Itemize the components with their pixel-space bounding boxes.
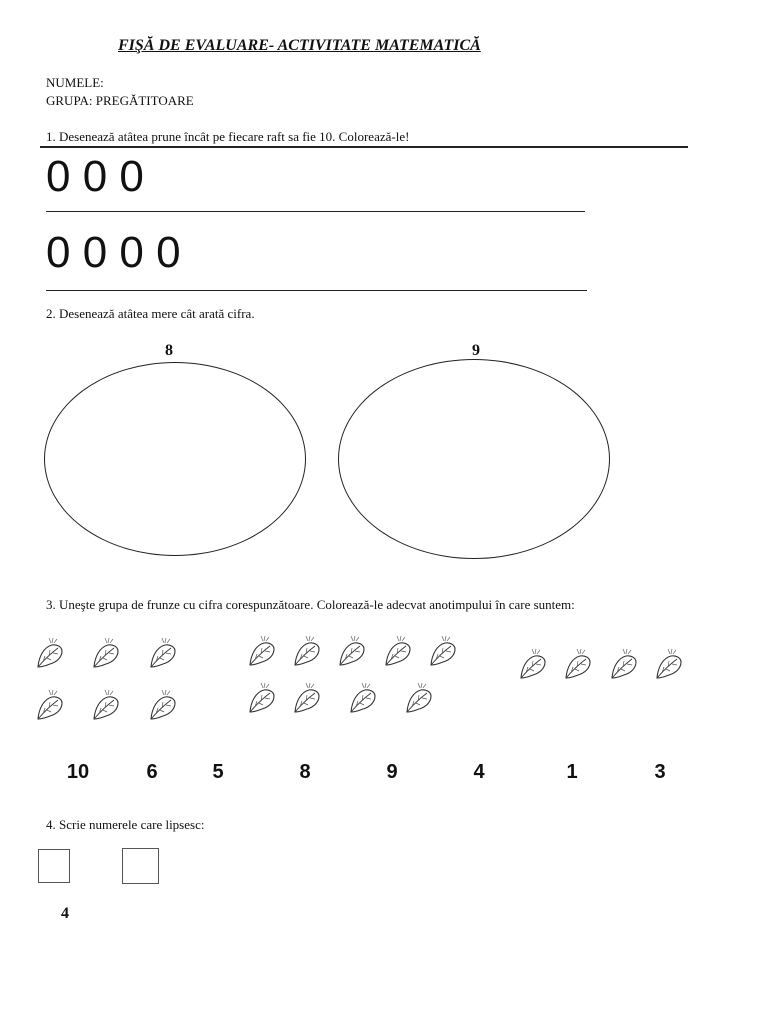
number-option[interactable]: 4 xyxy=(473,761,485,783)
leaf-icon xyxy=(247,634,277,668)
number-option[interactable]: 8 xyxy=(299,761,311,783)
task3-instruction: 3. Uneşte grupa de frunze cu cifra corespunzătoare. Colorează-le adecvat anotimpului în care suntem: xyxy=(46,597,575,612)
leaf-icon xyxy=(247,681,277,715)
shelf-top-line xyxy=(40,146,688,148)
task1-instruction: 1. Desenează atâtea prune încât pe fiecare raft sa fie 10. Colorează-le! xyxy=(46,129,410,144)
shelf1-plums: 0 0 0 xyxy=(46,152,144,201)
leaf-icon xyxy=(383,634,413,668)
leaf-icon xyxy=(148,636,178,670)
number-option[interactable]: 10 xyxy=(66,761,90,783)
shelf2-line[interactable] xyxy=(46,290,587,291)
task2-instruction: 2. Desenează atâtea mere cât arată cifra. xyxy=(46,306,255,321)
missing-number-box[interactable] xyxy=(38,849,70,883)
apple-drawing-area-9[interactable] xyxy=(338,359,610,559)
leaf-icon xyxy=(292,681,322,715)
number-option[interactable]: 9 xyxy=(386,761,398,783)
leaf-icon xyxy=(35,636,65,670)
apple-drawing-area-8[interactable] xyxy=(44,362,306,556)
number-option[interactable]: 1 xyxy=(566,761,578,783)
leaf-icon xyxy=(404,681,434,715)
group-label: GRUPA: PREGĂTITOARE xyxy=(46,93,194,108)
leaf-icon xyxy=(337,634,367,668)
leaf-icon xyxy=(518,647,548,681)
leaf-icon xyxy=(35,688,65,722)
leaf-icon xyxy=(654,647,684,681)
ellipse-label-9: 9 xyxy=(472,342,480,359)
number-option[interactable]: 6 xyxy=(146,761,158,783)
leaf-icon xyxy=(91,688,121,722)
leaf-icon xyxy=(148,688,178,722)
given-number: 4 xyxy=(61,905,69,922)
name-label: NUMELE: xyxy=(46,75,104,90)
leaf-icon xyxy=(428,634,458,668)
shelf1-line[interactable] xyxy=(46,211,585,212)
number-option[interactable]: 3 xyxy=(654,761,666,783)
leaf-icon xyxy=(563,647,593,681)
leaf-icon xyxy=(292,634,322,668)
missing-number-box[interactable] xyxy=(122,848,159,884)
shelf2-plums: 0 0 0 0 xyxy=(46,228,181,277)
worksheet-title: FIŞĂ DE EVALUARE- ACTIVITATE MATEMATICĂ xyxy=(118,37,481,54)
number-option[interactable]: 5 xyxy=(212,761,224,783)
leaf-icon xyxy=(609,647,639,681)
ellipse-label-8: 8 xyxy=(165,342,173,359)
leaf-icon xyxy=(91,636,121,670)
leaf-icon xyxy=(348,681,378,715)
task4-instruction: 4. Scrie numerele care lipsesc: xyxy=(46,817,205,832)
